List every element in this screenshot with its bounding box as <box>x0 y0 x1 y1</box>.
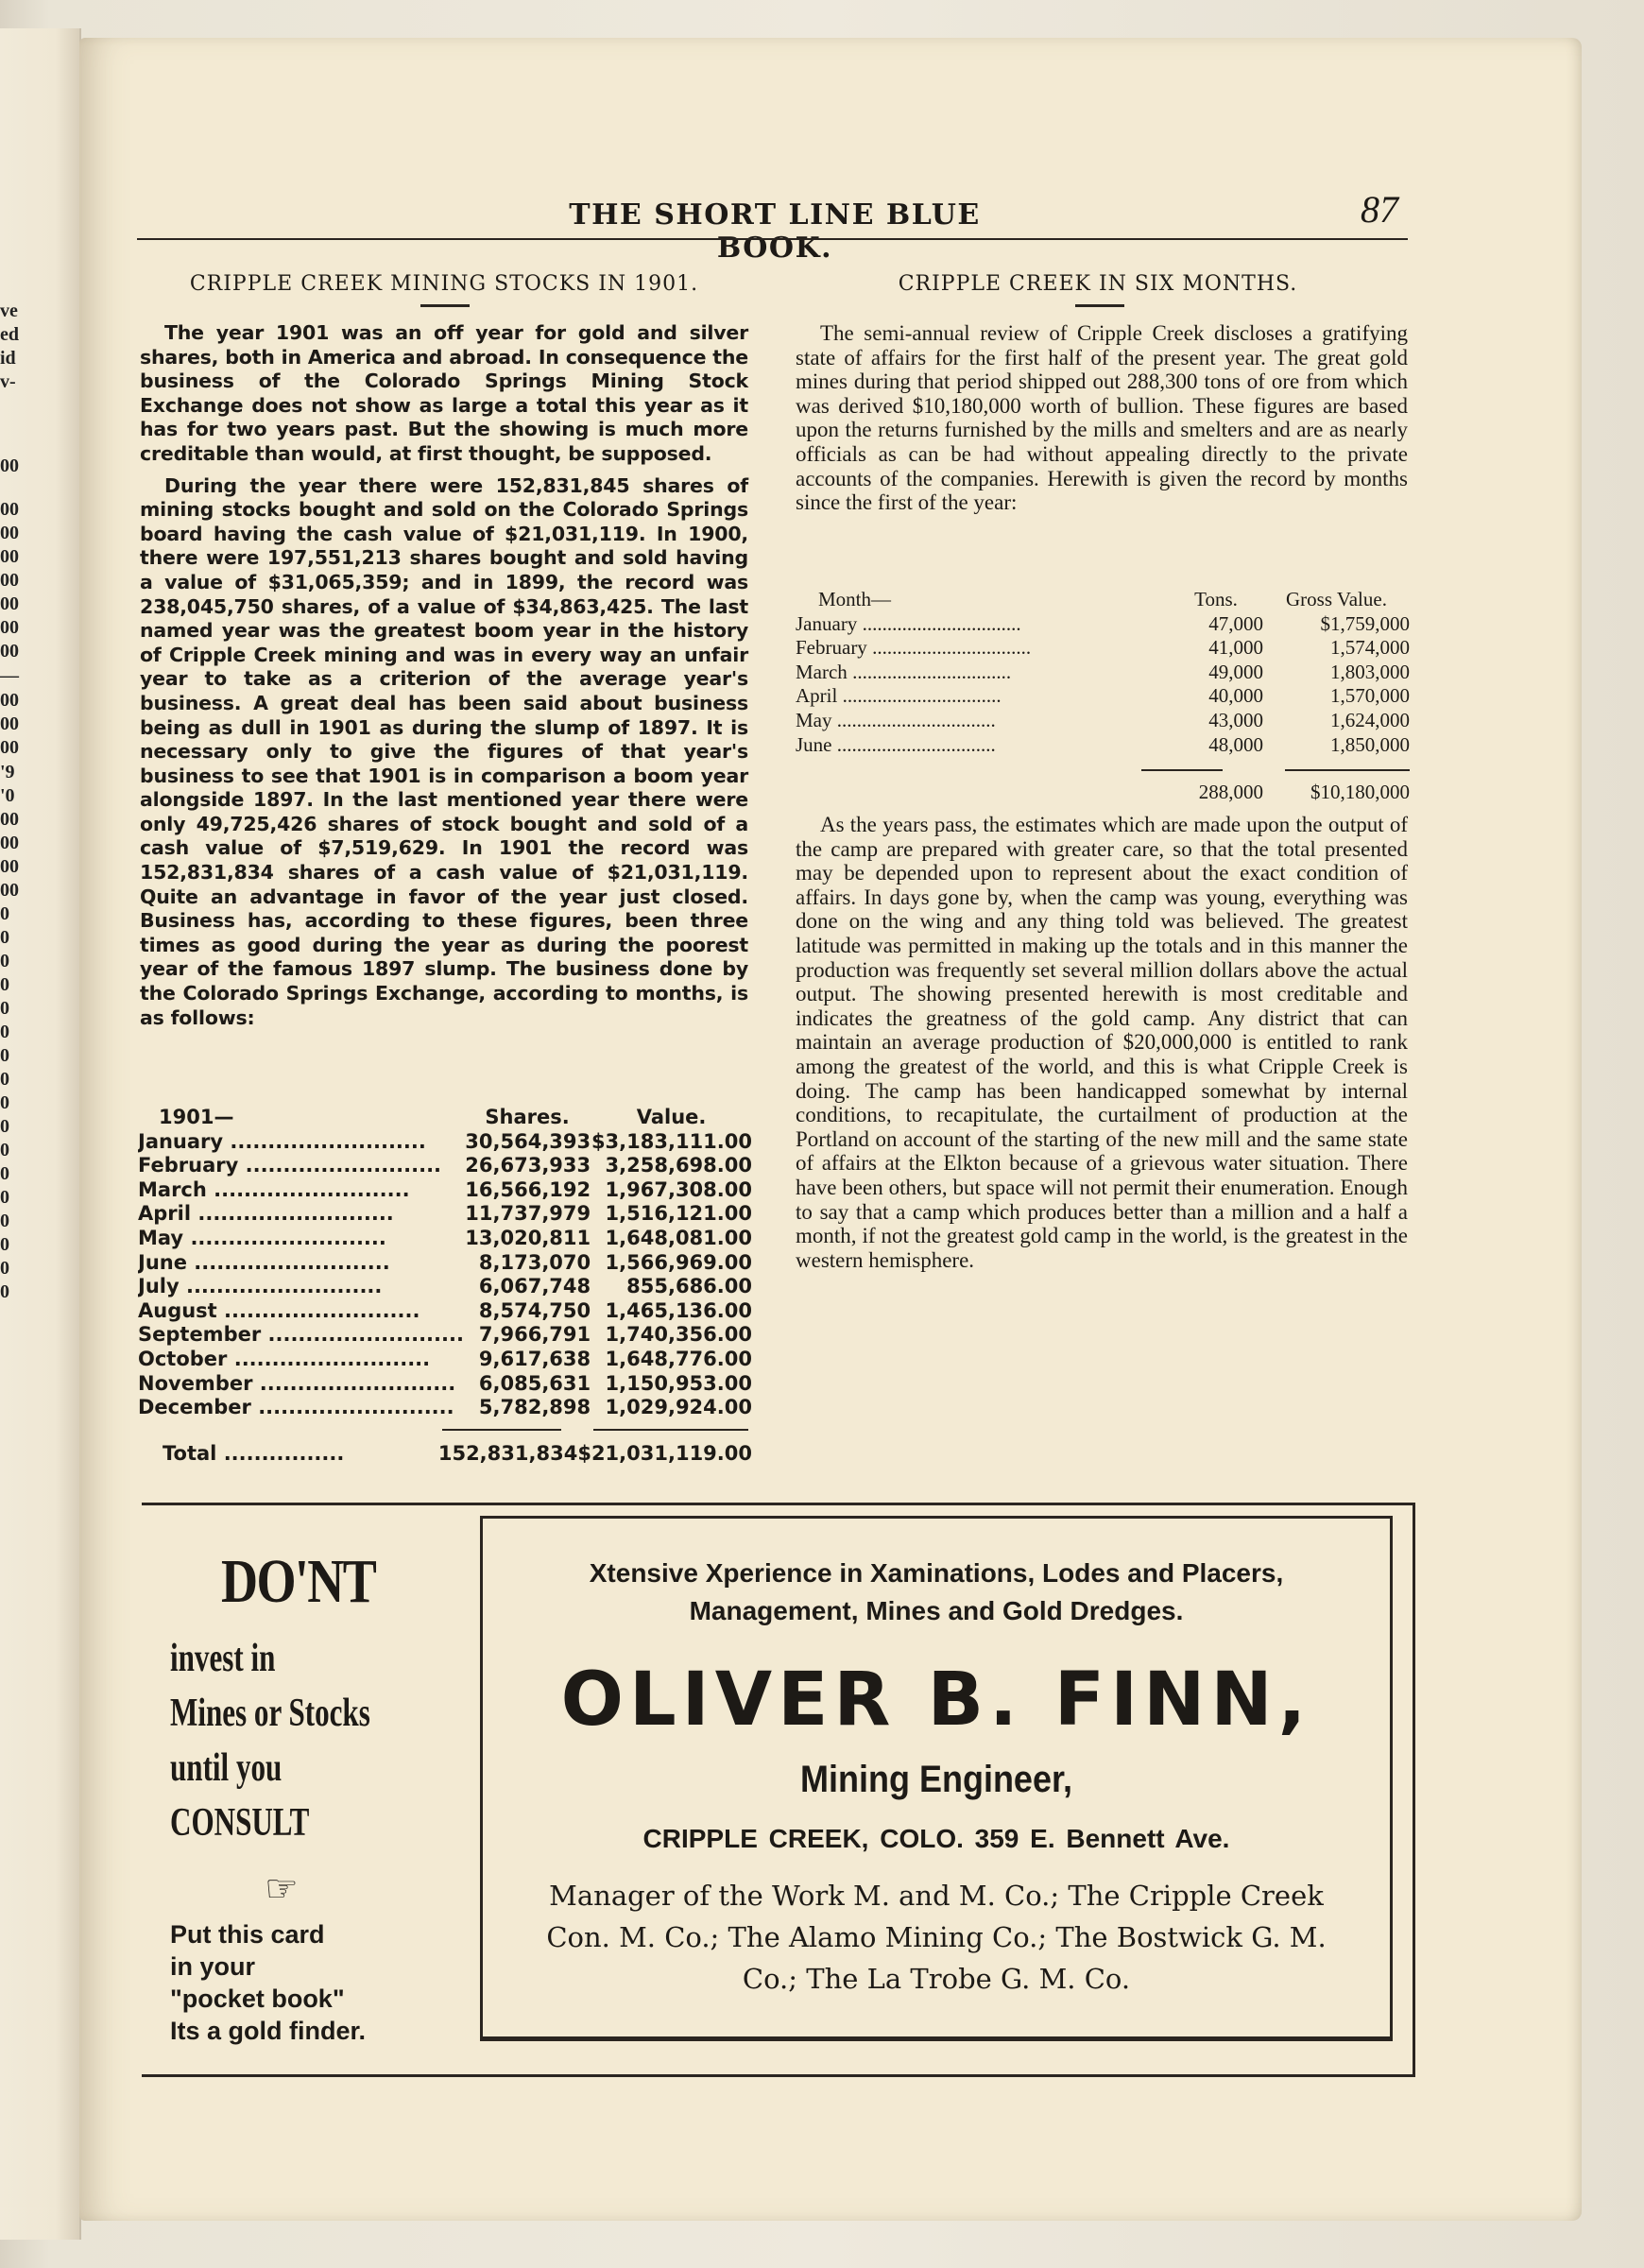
previous-page-text-fragment: 00 <box>0 737 19 758</box>
shares-cell: 8,173,070 <box>478 1250 591 1274</box>
table-header-row <box>796 588 1410 612</box>
previous-page-text-fragment: — <box>0 665 19 686</box>
previous-page-text-fragment: 0 <box>0 1163 9 1184</box>
ad-invest-line: CONSULT <box>170 1801 310 1845</box>
month-name: March <box>796 660 848 683</box>
value-cell: 855,686.00 <box>626 1275 752 1298</box>
right-tons-sum-rule <box>1141 769 1223 771</box>
previous-page-text-fragment: 0 <box>0 927 9 948</box>
right-intro-text: The semi-annual review of Cripple Creek discloses a gratifying state of affairs for the first half of the present year. The great gold mines during that period shipped out 288,300 tons of ore from which was derived $10,180,000 worth of bullion. These figures are based upon the returns furnished by the mills and smelters and are as nearly officials as can be had without appealing directly to the private accounts of the companies. Herewith is given the record by months since the first of the year: <box>796 321 1408 515</box>
month-cell: April .......................... <box>138 1202 394 1226</box>
value-cell: 1,516,121.00 <box>605 1202 752 1226</box>
month-name: February <box>138 1154 239 1177</box>
left-article-title: CRIPPLE CREEK MINING STOCKS IN 1901. <box>189 272 699 296</box>
previous-page-text-fragment: 00 <box>0 690 19 711</box>
ad-address: CRIPPLE CREEK, COLO. 359 E. Bennett Ave. <box>642 1824 1230 1853</box>
previous-page-text-fragment: 00 <box>0 570 19 591</box>
left-title-rule <box>420 304 470 307</box>
previous-page-text-fragment: 0 <box>0 1258 9 1279</box>
tons-cell: 40,000 <box>1208 684 1263 708</box>
ad-dont-heading: DO'NT <box>221 1547 376 1616</box>
total-tons: 288,000 <box>1198 781 1263 803</box>
left-value-sum-rule <box>593 1429 748 1431</box>
ad-invest-line: until you <box>170 1746 283 1790</box>
table-row <box>796 636 1410 661</box>
tons-cell: 49,000 <box>1208 660 1263 683</box>
previous-page-text-fragment: 00 <box>0 880 19 901</box>
column-header-value: Value. <box>636 1106 707 1128</box>
table-row <box>138 1348 752 1372</box>
value-cell: 1,150,953.00 <box>605 1371 752 1395</box>
table-row <box>138 1396 752 1420</box>
previous-page-text-fragment: 0 <box>0 1069 9 1090</box>
month-name: April <box>138 1202 192 1226</box>
ad-invest-line: invest in <box>170 1637 276 1680</box>
previous-page-text-fragment: 0 <box>0 1281 9 1302</box>
ad-tagline-2: Management, Mines and Gold Dredges. <box>689 1596 1184 1625</box>
value-cell: $3,183,111.00 <box>591 1129 752 1153</box>
value-cell: 1,648,081.00 <box>605 1226 752 1249</box>
previous-page-text-fragment: 00 <box>0 713 19 734</box>
previous-page-text-fragment: 0 <box>0 1187 9 1208</box>
month-name: January <box>138 1129 224 1153</box>
previous-page-text-fragment: 00 <box>0 593 19 614</box>
month-name: May <box>138 1226 184 1249</box>
total-value: $21,031,119.00 <box>577 1442 752 1465</box>
left-article-body <box>140 321 748 1030</box>
table-row <box>138 1178 752 1203</box>
table-row <box>138 1299 752 1324</box>
value-cell: 1,740,356.00 <box>605 1323 752 1347</box>
pointing-hand-icon: ☞ <box>265 1868 299 1910</box>
gross-value-cell: 1,574,000 <box>1330 636 1410 660</box>
shares-cell: 13,020,811 <box>465 1226 591 1249</box>
month-cell: March .......................... <box>138 1177 410 1201</box>
shares-cell: 30,564,393 <box>465 1129 591 1153</box>
month-cell: February ................................ <box>796 636 1032 660</box>
right-intro <box>796 321 1408 515</box>
tons-cell: 47,000 <box>1208 611 1263 635</box>
table-row <box>138 1372 752 1397</box>
previous-page-text-fragment: 00 <box>0 856 19 877</box>
table-row <box>138 1154 752 1178</box>
header-rule <box>137 238 1408 240</box>
shares-cell: 6,067,748 <box>478 1275 591 1298</box>
month-cell: July .......................... <box>138 1275 383 1298</box>
previous-page-text-fragment: 0 <box>0 1045 9 1066</box>
column-header-tons: Tons. <box>1194 588 1238 610</box>
total-row <box>138 1442 752 1467</box>
value-cell: 1,566,969.00 <box>605 1250 752 1274</box>
value-cell: 1,465,136.00 <box>605 1298 752 1322</box>
previous-page-text-fragment: 00 <box>0 641 19 662</box>
shares-cell: 9,617,638 <box>478 1347 591 1370</box>
shares-cell: 26,673,933 <box>465 1154 591 1177</box>
previous-page-text-fragment: '9 <box>0 762 15 782</box>
gross-value-cell: 1,624,000 <box>1330 708 1410 731</box>
right-value-sum-rule <box>1285 769 1410 771</box>
month-name: December <box>138 1396 251 1419</box>
previous-page-text-fragment: 00 <box>0 833 19 853</box>
previous-page-text-fragment: 0 <box>0 1140 9 1160</box>
previous-page-text-fragment: 0 <box>0 903 9 924</box>
ad-card-line: Its a gold finder. <box>170 2017 367 2045</box>
total-label: Total ................ <box>163 1442 345 1465</box>
previous-page-edge <box>0 28 81 2240</box>
month-cell: December .......................... <box>138 1396 454 1419</box>
previous-page-text-fragment: '0 <box>0 785 15 806</box>
table-row <box>138 1130 752 1155</box>
previous-page-text-fragment: 0 <box>0 951 9 971</box>
table-row <box>796 661 1410 685</box>
table-row <box>138 1275 752 1299</box>
table-row <box>796 684 1410 709</box>
shares-cell: 8,574,750 <box>478 1298 591 1322</box>
total-label-text: Total <box>163 1442 217 1465</box>
left-shares-sum-rule <box>442 1429 561 1431</box>
previous-page-text-fragment: id <box>0 348 16 369</box>
total-row <box>796 781 1410 805</box>
tons-cell: 48,000 <box>1208 732 1263 756</box>
shares-cell: 11,737,979 <box>465 1202 591 1226</box>
month-name: July <box>138 1275 180 1298</box>
gross-value-cell: $1,759,000 <box>1320 611 1410 635</box>
ad-profession: Mining Engineer, <box>799 1759 1073 1800</box>
right-article-title: CRIPPLE CREEK IN SIX MONTHS. <box>898 272 1298 296</box>
column-header-shares: Shares. <box>485 1106 570 1128</box>
previous-page-text-fragment: 0 <box>0 1211 9 1231</box>
production-table <box>796 588 1410 757</box>
month-cell: March ................................ <box>796 660 1012 683</box>
ad-card-line: Put this card <box>170 1920 325 1949</box>
month-cell: November .......................... <box>138 1371 456 1395</box>
right-closing <box>796 813 1408 1272</box>
ad-invest-line: Mines or Stocks <box>170 1692 370 1735</box>
total-gross-value: $10,180,000 <box>1310 781 1410 803</box>
previous-page-text-fragment: 00 <box>0 546 19 567</box>
table-row <box>138 1251 752 1276</box>
month-name: September <box>138 1323 262 1347</box>
previous-page-text-fragment: 00 <box>0 499 19 520</box>
total-shares: 152,831,834 <box>437 1442 578 1465</box>
table-row <box>138 1323 752 1348</box>
month-cell: January ................................ <box>796 611 1021 635</box>
ad-card-line: in your <box>170 1952 256 1981</box>
month-cell: June ................................ <box>796 732 996 756</box>
ad-business-card <box>480 1516 1393 2041</box>
month-name: November <box>138 1371 253 1395</box>
month-name: May <box>796 708 832 731</box>
previous-page-text-fragment: 00 <box>0 523 19 543</box>
value-cell: 1,029,924.00 <box>605 1396 752 1419</box>
month-cell: May .......................... <box>138 1226 386 1249</box>
ad-engineer-name: OLIVER B. FINN, <box>560 1658 1312 1743</box>
month-name: June <box>138 1250 187 1274</box>
page-number: 87 <box>1361 188 1398 231</box>
previous-page-text-fragment: v- <box>0 371 16 392</box>
ad-tagline-1: Xtensive Xperience in Xaminations, Lodes and Placers, <box>589 1558 1284 1588</box>
table-row <box>138 1227 752 1251</box>
tons-cell: 41,000 <box>1208 636 1263 660</box>
previous-page-text-fragment: 0 <box>0 998 9 1019</box>
value-cell: 1,648,776.00 <box>605 1347 752 1370</box>
previous-page-text-fragment: 00 <box>0 809 19 830</box>
previous-page-text-fragment: 00 <box>0 617 19 638</box>
previous-page-text-fragment: ed <box>0 324 19 345</box>
shares-cell: 16,566,192 <box>465 1177 591 1201</box>
ad-dont-panel <box>170 1546 444 2047</box>
column-header-year: 1901— <box>159 1106 234 1128</box>
month-cell: September .......................... <box>138 1323 464 1347</box>
previous-page-text-fragment: 0 <box>0 1022 9 1042</box>
right-title-rule <box>1075 304 1124 307</box>
stock-exchange-total <box>138 1442 752 1467</box>
table-row <box>138 1202 752 1227</box>
value-cell: 1,967,308.00 <box>605 1177 752 1201</box>
shares-cell: 7,966,791 <box>478 1323 591 1347</box>
previous-page-text-fragment: 0 <box>0 1092 9 1113</box>
previous-page-text-fragment: 0 <box>0 1234 9 1255</box>
gross-value-cell: 1,570,000 <box>1330 684 1410 708</box>
month-name: August <box>138 1298 217 1322</box>
month-cell: June .......................... <box>138 1250 390 1274</box>
value-cell: 3,258,698.00 <box>605 1154 752 1177</box>
gross-value-cell: 1,803,000 <box>1330 660 1410 683</box>
month-cell: May ................................ <box>796 708 996 731</box>
gross-value-cell: 1,850,000 <box>1330 732 1410 756</box>
previous-page-text-fragment: ve <box>0 301 18 321</box>
column-header-month: Month— <box>818 588 892 610</box>
month-name: February <box>796 636 867 660</box>
month-name: October <box>138 1347 228 1370</box>
left-paragraph-2: During the year there were 152,831,845 shares of mining stocks bought and sold on the Colorado Springs board having the cash value of $21,031,119. In 1900, there were 197,551,213 shares bought and sold having a value of $31,065,359; and in 1899, the record was 238,045,750 shares, of a value of $34,863,425. The last named year was the greatest boom year in the history of Cripple Creek mining and was in every way an unfair year to take as a criterion of the average year's business. A great deal has been said about business being as dull in 1901 as during the slump of 1897. It is necessary only to give the figures of that year's business to see that 1901 is in comparison a boom year alongside 1897. In the last mentioned year there were only 49,725,426 shares of stock bought and sold of a cash value of $7,519,629. In 1901 the record was 152,831,834 shares of a cash value of $21,031,119. Quite an advantage in favor of the year just closed. Business has, according to these figures, been three times as good during the year as during the poorest year of the famous 1897 slump. The business done by the Colorado Springs Exchange, according to months, is as follows: <box>140 473 748 1029</box>
previous-page-text-fragment: 00 <box>0 455 19 476</box>
running-title: THE SHORT LINE BLUE BOOK. <box>569 198 981 265</box>
column-header-gross-value: Gross Value. <box>1286 588 1387 610</box>
month-name: January <box>796 611 858 635</box>
month-name: June <box>796 732 832 756</box>
shares-cell: 5,782,898 <box>478 1396 591 1419</box>
total-blank <box>796 781 1169 805</box>
month-cell: October .......................... <box>138 1347 431 1370</box>
ad-manager-text: Manager of the Work M. and M. Co.; The Cripple Creek Con. M. Co.; The Alamo Mining Co.; The Bostwick G. M. Co.; The La Trobe G. M. Co. <box>546 1880 1327 1995</box>
table-row <box>796 733 1410 758</box>
previous-page-text-fragment: 0 <box>0 974 9 995</box>
table-header-row <box>138 1106 752 1130</box>
month-name: March <box>138 1177 207 1201</box>
month-cell: August .......................... <box>138 1298 420 1322</box>
table-row <box>796 709 1410 733</box>
month-name: April <box>796 684 838 708</box>
table-row <box>796 612 1410 637</box>
tons-cell: 43,000 <box>1208 708 1263 731</box>
production-total <box>796 781 1410 805</box>
month-cell: April ................................ <box>796 684 1002 708</box>
month-cell: January .......................... <box>138 1129 426 1153</box>
shares-cell: 6,085,631 <box>478 1371 591 1395</box>
left-paragraph-1: The year 1901 was an off year for gold and silver shares, both in America and abroad. In consequence the business of the Colorado Springs Mining Stock Exchange does not show as large a total this year as it has for two years past. But the showing is much more creditable than would, at first thought, be supposed. <box>140 321 748 465</box>
ad-card-line: "pocket book" <box>170 1984 345 2013</box>
right-closing-text: As the years pass, the estimates which are made upon the output of the camp are prepared with greater care, so that the total presented may be depended upon to represent about the exact condition of affairs. In days gone by, when the camp was young, everything was done on the wing and any thing told was believed. The greatest latitude was permitted in making up the totals and in this manner the production was frequently set several million dollars above the actual output. The showing presented herewith is most creditable and indicates the greatness of the gold camp. Any district that can maintain an average production of $20,000,000 is entitled to rank among the greatest of the world, and this is what Cripple Creek is doing. The camp has been handicapped somewhat by internal conditions, to recapitulate, the curtailment of production at the Portland on account of the starting of the new mill and the same state of affairs at the Elkton because of a grievous water situation. There have been others, but space will not permit their enumeration. Enough to say that a camp which produces better than a million and a half a month, if not the greatest gold camp in the world, is the greatest in the western hemisphere. <box>796 813 1408 1272</box>
previous-page-text-fragment: 0 <box>0 1116 9 1137</box>
month-cell: February .......................... <box>138 1154 442 1177</box>
stock-exchange-table <box>138 1106 752 1420</box>
